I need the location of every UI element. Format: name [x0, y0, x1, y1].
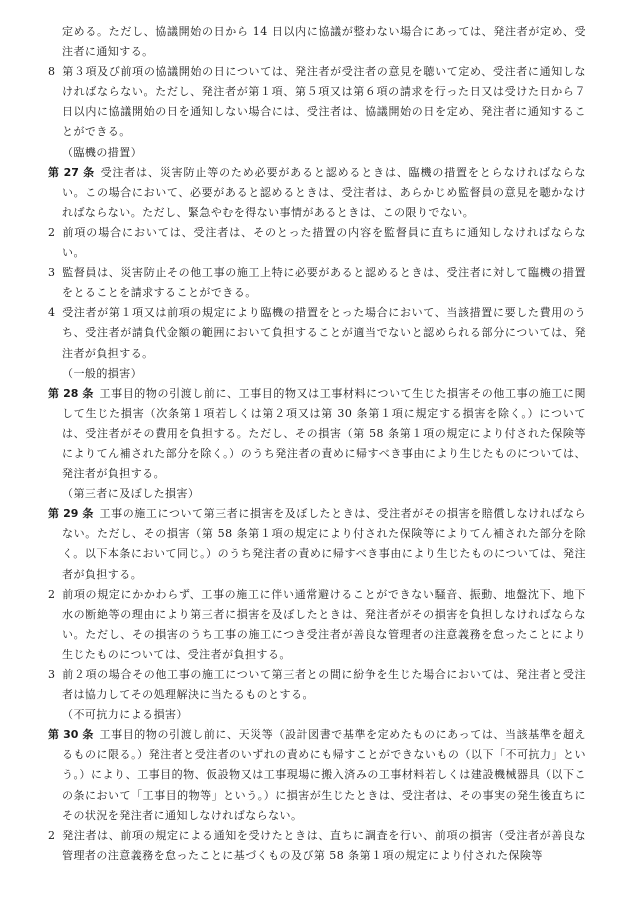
article-27-paragraph-3	[48, 263, 586, 303]
paragraph-text: 前２項の場合その他工事の施工について第三者との間に紛争を生じた場合においては、発注者と受注者は協力してその処理解決に当たるものとする。	[62, 668, 586, 702]
paragraph-number: 2	[48, 828, 56, 842]
article-29-paragraph-3	[48, 665, 586, 705]
article-28-caption: （一般的損害）	[62, 366, 143, 380]
article-29-paragraph-2	[48, 585, 586, 665]
paragraph-text: 第３項及び前項の協議開始の日については、発注者が受注者の意見を聴いて定め、受注者に通知しなければならない。ただし、発注者が第１項、第５項又は第６項の請求を行った日又は受けた日から７日以内に協議開始の日を通知しない場合には、受注者は、協議開始の日を定め、発注者に通知することができる。	[62, 65, 586, 139]
article-text: 工事の施工について第三者に損害を及ぼしたときは、受注者がその損害を賠償しなければならない。ただし、その損害（第 58 条第１項の規定により付された保険等によりてん補された部分を除く。以下本条において同じ。）のうち発注者の責めに帰すべき事由により生じたものについては、発注者が負担する。	[62, 507, 586, 581]
paragraph-7-continuation: 定める。ただし、協議開始の日から 14 日以内に協議が整わない場合にあっては、発注者が定め、受注者に通知する。	[62, 25, 586, 59]
paragraph-number: 3	[48, 266, 56, 280]
paragraph-number: 4	[48, 306, 56, 320]
article-27-paragraph-2	[48, 223, 586, 263]
article-label: 第 30 条	[48, 728, 94, 742]
article-text: 工事目的物の引渡し前に、工事目的物又は工事材料について生じた損害その他工事の施工に関して生じた損害（次条第１項若しくは第２項又は第 30 条第１項に規定する損害を除く。）については、受注者がその費用を負担する。ただし、その損害（第 58 条第１項の規定により付された保険等によりてん補された部分を除く。）のうち発注者の責めに帰すべき事由により生じたものについては、発注者が負担する。	[62, 386, 586, 481]
article-label: 第 27 条	[48, 165, 95, 179]
article-text: 工事目的物の引渡し前に、天災等（設計図書で基準を定めたものにあっては、当該基準を超えるものに限る。）発注者と受注者のいずれの責めにも帰すことができないもの（以下「不可抗力」という。）により、工事目的物、仮設物又は工事現場に搬入済みの工事材料若しくは建設機械器具（以下この条において「工事目的物等」という。）に損害が生じたときは、受注者は、その事実の発生後直ちにその状況を発注者に通知しなければならない。	[62, 728, 586, 822]
paragraph-text: 監督員は、災害防止その他工事の施工上特に必要があると認めるときは、受注者に対して臨機の措置をとることを請求することができる。	[62, 266, 586, 300]
paragraph-text: 前項の場合においては、受注者は、そのとった措置の内容を監督員に直ちに通知しなければならない。	[62, 225, 586, 260]
article-27-caption: （臨機の措置）	[62, 145, 143, 159]
article-30-caption: （不可抗力による損害）	[62, 708, 188, 722]
paragraph-8	[48, 62, 586, 142]
article-28	[48, 384, 586, 484]
paragraph-text: 発注者は、前項の規定による通知を受けたときは、直ちに調査を行い、前項の損害（受注者が善良な管理者の注意義務を怠ったことに基づくもの及び第 58 条第１項の規定により付された保険等	[62, 828, 586, 862]
paragraph-text: 前項の規定にかかわらず、工事の施工に伴い通常避けることができない騒音、振動、地盤沈下、地下水の断絶等の理由により第三者に損害を及ぼしたときは、発注者がその損害を負担しなければならない。ただし、その損害のうち工事の施工につき受注者が善良な管理者の注意義務を怠ったことにより生じたものについては、受注者が負担する。	[62, 587, 586, 661]
article-text: 受注者は、災害防止等のため必要があると認めるときは、臨機の措置をとらなければならない。この場合において、必要があると認めるときは、受注者は、あらかじめ監督員の意見を聴かなければならない。ただし、緊急やむを得ない事情があるときは、この限りでない。	[62, 165, 587, 219]
article-29-caption: （第三者に及ぼした損害）	[62, 487, 200, 501]
article-30-paragraph-2	[48, 826, 586, 866]
paragraph-number: 2	[48, 225, 56, 239]
article-label: 第 28 条	[48, 386, 94, 400]
article-30	[48, 725, 586, 825]
article-label: 第 29 条	[48, 507, 94, 521]
paragraph-number: 2	[48, 587, 56, 601]
paragraph-number: 8	[48, 65, 56, 79]
article-29	[48, 504, 586, 584]
article-27	[48, 163, 586, 223]
paragraph-number: 3	[48, 668, 56, 681]
article-27-paragraph-4	[48, 303, 586, 363]
paragraph-text: 受注者が第１項又は前項の規定により臨機の措置をとった場合において、当該措置に要した費用のうち、受注者が請負代金額の範囲において負担することが適当でないと認められる部分については、発注者が負担する。	[62, 306, 586, 360]
